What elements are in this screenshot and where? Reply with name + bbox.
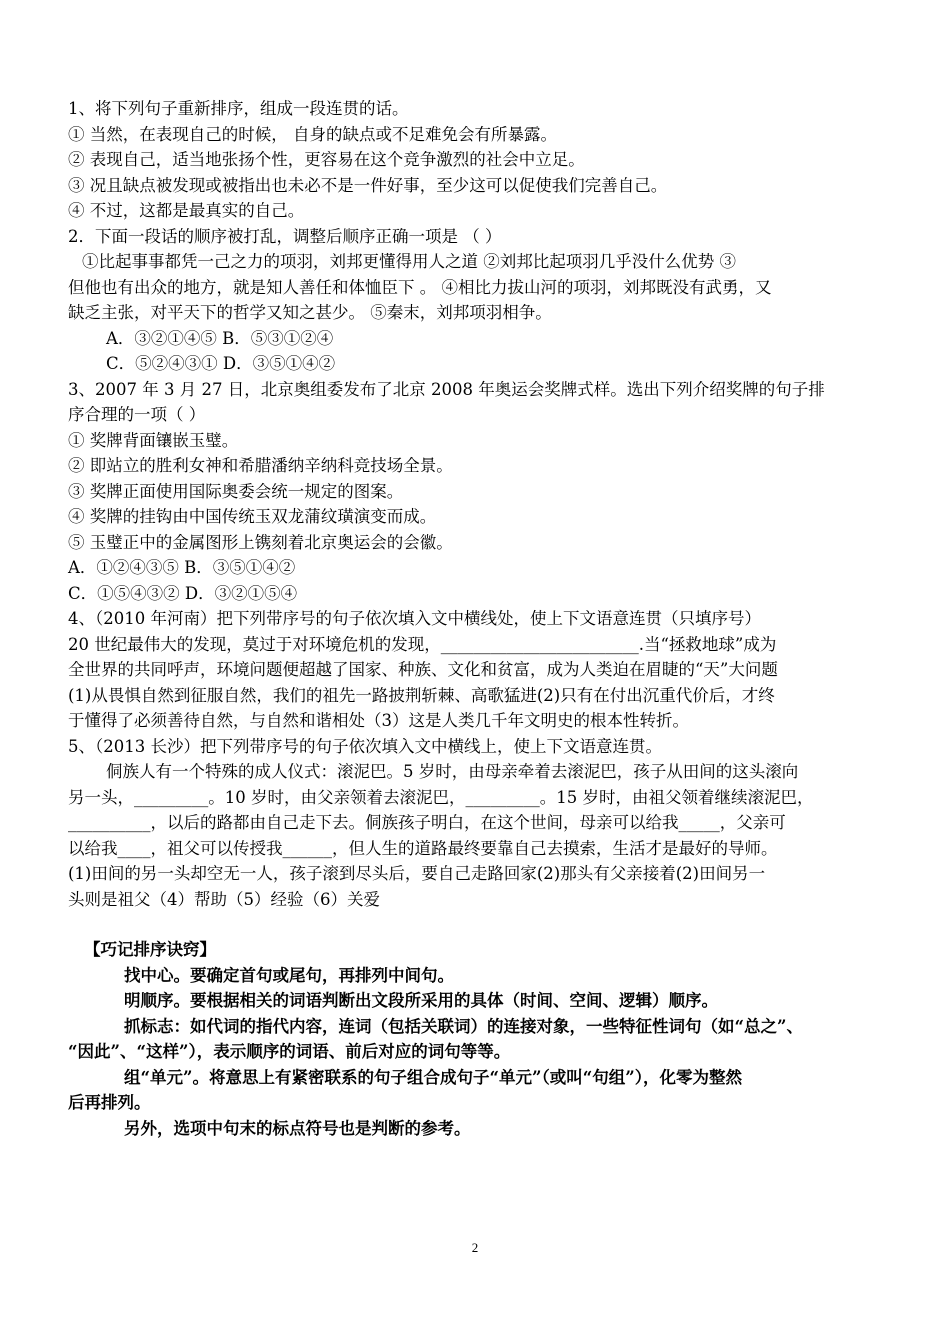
q4-line-5: 于懂得了必须善待自然，与自然和谐相处（3）这是人类几千年文明史的根本性转折。 (68, 711, 689, 730)
q3-stem-1: 3、2007 年 3 月 27 日，北京奥组委发布了北京 2008 年奥运会奖牌式样。选出下列介绍奖牌的句子排 (68, 379, 825, 399)
q5-para-first: 侗族人有一个特殊的成人仪式：滚泥巴。5 岁时，由母亲牵着去滚泥巴，孩子从田间的这头滚向 (106, 762, 799, 781)
tips-heading: 【巧记排序诀窍】 (84, 940, 216, 959)
q3-item-1: ① 奖牌背面镶嵌玉璧。 (68, 430, 239, 450)
q2-options-1: A．③②①④⑤ B．⑤③①②④ (106, 328, 334, 348)
q2-line-2: 但他也有出众的地方，就是知人善任和体恤臣下 。 ④相比力拔山河的项羽，刘邦既没有武勇，又 (68, 277, 772, 297)
tips-p4a: 组“单元”。将意思上有紧密联系的句子组合成句子“单元”（或叫“句组”），化零为整然 (124, 1067, 742, 1087)
q3-item-5: ⑤ 玉璧正中的金属图形上镌刻着北京奥运会的会徽。 (68, 532, 453, 552)
q5-line-5: 头则是祖父（4）帮助（5）经验（6）关爱 (68, 889, 380, 909)
q3-item-4: ④ 奖牌的挂钩由中国传统玉双龙蒲纹璜演变而成。 (68, 507, 437, 526)
q2-line-1: ①比起事事都凭一己之力的项羽，刘邦更懂得用人之道 ②刘邦比起项羽几乎没什么优势 ③ (82, 252, 736, 271)
tips-p4b: 后再排列。 (68, 1093, 151, 1112)
tips-p1: 找中心。要确定首句或尾句，再排列中间句。 (124, 965, 454, 985)
q5-line-4: (1)田间的另一头却空无一人，孩子滚到尽头后，要自己走路回家(2)那头有父亲接着(2)田间另一 (68, 864, 766, 883)
q3-options-1: A．①②④③⑤ B．③⑤①④② (68, 558, 296, 577)
q5-line-2: __________，以后的路都由自己走下去。侗族孩子明白，在这个世间，母亲可以给我_____，父亲可 (68, 813, 786, 832)
q4-line-1: 4、（2010 年河南）把下列带序号的句子依次填入文中横线处，使上下文语意连贯（只填序号） (68, 609, 761, 628)
tips-p3b: “因此”、“这样”），表示顺序的词语、前后对应的词句等等。 (68, 1042, 511, 1061)
tips-p3a: 抓标志：如代词的指代内容，连词（包括关联词）的连接对象，一些特征性词句（如“总之”、 (124, 1016, 803, 1036)
q1-stem: 1、将下列句子重新排序，组成一段连贯的话。 (68, 99, 409, 118)
q1-item-3: ③ 况且缺点被发现或被指出也未必不是一件好事，至少这可以促使我们完善自己。 (68, 175, 668, 195)
q2-line-3: 缺乏主张，对平天下的哲学又知之甚少。 ⑤秦末，刘邦项羽相争。 (68, 303, 552, 322)
q4-line-3: 全世界的共同呼声，环境问题便超越了国家、种族、文化和贫富，成为人类迫在眉睫的“天”大问题 (68, 660, 778, 679)
tips-p2: 明顺序。要根据相关的词语判断出文段所采用的具体（时间、空间、逻辑）顺序。 (124, 991, 718, 1010)
q1-item-2: ② 表现自己，适当地张扬个性，更容易在这个竞争激烈的社会中立足。 (68, 150, 585, 169)
q5-stem: 5、（2013 长沙）把下列带序号的句子依次填入文中横线上，使上下文语意连贯。 (68, 736, 662, 756)
q3-item-3: ③ 奖牌正面使用国际奥委会统一规定的图案。 (68, 481, 404, 501)
q1-item-1: ① 当然，在表现自己的时候， 自身的缺点或不足难免会有所暴露。 (68, 124, 557, 144)
document-body (68, 96, 888, 1141)
tips-p5: 另外，选项中句末的标点符号也是判断的参考。 (124, 1118, 471, 1138)
q4-line-2: 20 世纪最伟大的发现，莫过于对环境危机的发现，________________________.当“拯救地球”成为 (68, 634, 777, 654)
page-number: 2 (471, 1240, 479, 1255)
q1-item-4: ④ 不过，这都是最真实的自己。 (68, 201, 305, 220)
q2-stem: 2．下面一段话的顺序被打乱，调整后顺序正确一项是 （ ） (68, 226, 502, 246)
q5-line-3: 以给我____，祖父可以传授我______，但人生的道路最终要靠自己去摸索，生活才是最好的导师。 (68, 838, 778, 858)
q5-line-1: 另一头，_________。10 岁时，由父亲领着去滚泥巴，_________。15 岁时，由祖父领着继续滚泥巴， (68, 787, 814, 807)
q2-options-2: C．⑤②④③① D．③⑤①④② (106, 354, 336, 373)
spacer (68, 912, 888, 937)
q3-options-2: C．①⑤④③② D．③②①⑤④ (68, 583, 298, 603)
q4-line-4: (1)从畏惧自然到征服自然，我们的祖先一路披荆斩棘、高歌猛进(2)只有在付出沉重代价后，才终 (68, 685, 775, 705)
q3-stem-2: 序合理的一项（ ） (68, 405, 206, 424)
q3-item-2: ② 即站立的胜利女神和希腊潘纳辛纳科竞技场全景。 (68, 456, 453, 475)
